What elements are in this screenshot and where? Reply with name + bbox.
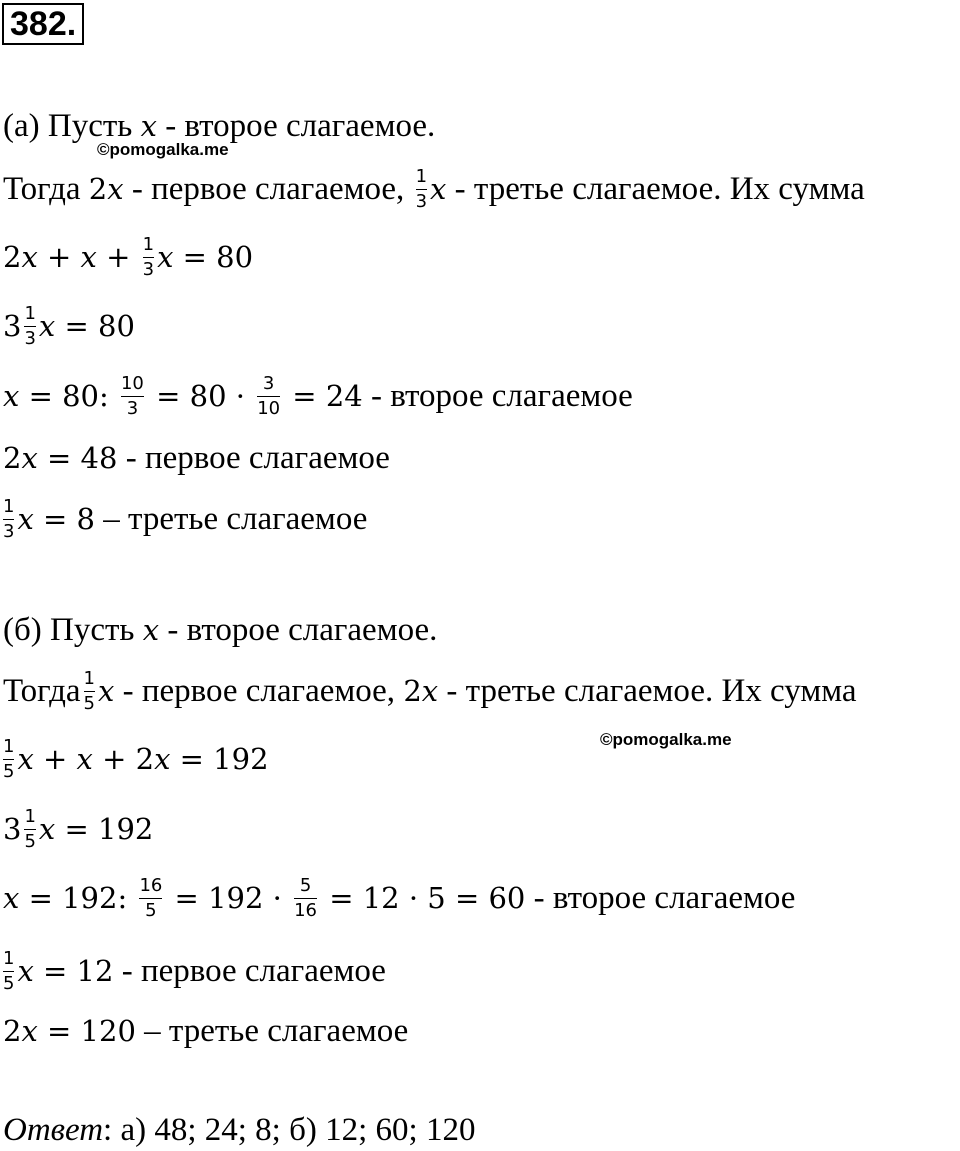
expression: 𝑥 = 80: — [3, 379, 118, 414]
text: (б) Пусть — [3, 612, 143, 648]
expression: 𝑥 = 80 — [38, 309, 135, 344]
numerator: 3 — [262, 373, 275, 394]
part-b-equation-2 — [3, 808, 153, 855]
fraction-bar — [84, 691, 95, 692]
fraction — [416, 166, 427, 213]
text: - первое слагаемое — [113, 953, 386, 990]
fraction-bar — [294, 898, 317, 899]
part-a-equation-3 — [3, 375, 633, 422]
fraction — [84, 668, 95, 715]
answer-label: Ответ — [3, 1112, 104, 1148]
fraction — [257, 373, 280, 420]
fraction — [24, 303, 35, 350]
denominator: 3 — [142, 259, 155, 280]
fraction-bar — [121, 396, 144, 397]
part-a-equation-1 — [3, 236, 253, 283]
denominator: 5 — [3, 973, 15, 994]
expression: 2𝑥 — [88, 172, 124, 207]
numerator: 16 — [139, 875, 163, 896]
expression: 𝑥 = 80 — [157, 240, 254, 275]
text: - второе слагаемое — [362, 378, 633, 415]
variable-x: 𝑥 — [142, 613, 160, 647]
denominator: 3 — [415, 191, 428, 212]
fraction-bar — [416, 189, 427, 190]
denominator: 3 — [3, 521, 15, 542]
denominator: 5 — [145, 900, 157, 921]
numerator: 10 — [120, 373, 144, 394]
part-a-equation-5 — [3, 498, 367, 545]
denominator: 3 — [126, 398, 139, 419]
part-a-equation-2 — [3, 305, 135, 352]
expression: 𝑥 = 8 — [17, 502, 95, 537]
expression: = 12 · 5 = 60 — [320, 881, 526, 916]
text: - третье слагаемое. Их сумма — [438, 673, 857, 710]
fraction — [121, 373, 144, 420]
fraction-bar — [3, 759, 14, 760]
text: - первое слагаемое, — [114, 673, 404, 710]
whole-part: 3 — [3, 309, 22, 344]
denominator: 5 — [24, 831, 36, 852]
text: (а) Пусть — [3, 108, 141, 144]
part-b-then — [3, 670, 857, 717]
expression: = 80 · — [146, 379, 255, 414]
text: – третье слагаемое — [135, 1013, 409, 1049]
text: - второе слагаемое. — [159, 612, 438, 648]
numerator: 1 — [3, 948, 15, 969]
text: - первое слагаемое, — [123, 171, 413, 208]
watermark: ©pomogalka.me — [600, 730, 732, 749]
fraction-bar — [24, 829, 35, 830]
numerator: 5 — [299, 875, 312, 896]
fraction — [3, 948, 14, 995]
expression: 2𝑥 + 𝑥 + — [3, 240, 140, 275]
fraction — [143, 234, 154, 281]
whole-part: 3 — [3, 812, 22, 847]
expression: 𝑥 + 𝑥 + 2𝑥 = 192 — [17, 742, 269, 777]
expression: = 192 · — [165, 881, 292, 916]
fraction-bar — [24, 326, 35, 327]
fraction-bar — [139, 898, 162, 899]
text: - второе слагаемое — [525, 880, 796, 917]
expression: = 24 — [283, 379, 363, 414]
variable-x: 𝑥 — [430, 172, 447, 207]
part-a-equation-4 — [3, 438, 390, 478]
fraction-bar — [3, 519, 14, 520]
expression: 𝑥 = 12 — [17, 954, 114, 989]
fraction — [294, 875, 317, 922]
numerator: 1 — [83, 668, 95, 689]
denominator: 5 — [83, 693, 95, 714]
watermark: ©pomogalka.me — [97, 140, 229, 159]
numerator: 1 — [3, 736, 15, 757]
denominator: 3 — [24, 328, 36, 349]
expression: 𝑥 = 192 — [38, 812, 154, 847]
text: Тогда — [3, 673, 81, 710]
text: – третье слагаемое — [95, 501, 368, 538]
numerator: 1 — [142, 234, 155, 255]
denominator: 5 — [3, 761, 15, 782]
part-a-then — [3, 168, 865, 215]
expression: 𝑥 = 192: — [3, 881, 137, 916]
expression: 2𝑥 = 120 — [3, 1014, 136, 1048]
expression: 2𝑥 — [403, 674, 439, 709]
fraction-bar — [257, 396, 280, 397]
part-b-equation-4 — [3, 950, 386, 997]
fraction — [24, 806, 35, 853]
variable-x: 𝑥 — [140, 109, 157, 143]
fraction — [3, 496, 14, 543]
numerator: 1 — [24, 806, 36, 827]
part-b-intro — [3, 610, 437, 650]
fraction — [3, 736, 14, 783]
numerator: 1 — [415, 166, 428, 187]
text: - второе слагаемое. — [156, 108, 436, 144]
fraction — [139, 875, 162, 922]
fraction-bar — [3, 971, 14, 972]
part-b-equation-5 — [3, 1011, 408, 1051]
part-b-equation-1 — [3, 738, 269, 785]
denominator: 16 — [294, 900, 317, 921]
part-b-equation-3 — [3, 877, 795, 924]
problem-number: 382. — [2, 3, 84, 45]
denominator: 10 — [257, 398, 281, 419]
part-a-intro — [3, 106, 435, 146]
text: - третье слагаемое. Их сумма — [446, 171, 865, 208]
text: - первое слагаемое — [117, 440, 390, 476]
fraction-bar — [143, 257, 154, 258]
expression: 2𝑥 = 48 — [3, 441, 118, 475]
numerator: 1 — [3, 496, 15, 517]
variable-x: 𝑥 — [97, 674, 115, 709]
numerator: 1 — [24, 303, 36, 324]
answer — [3, 1110, 475, 1150]
answer-text: : а) 48; 24; 8; б) 12; 60; 120 — [103, 1112, 476, 1148]
text: Тогда — [3, 171, 89, 208]
